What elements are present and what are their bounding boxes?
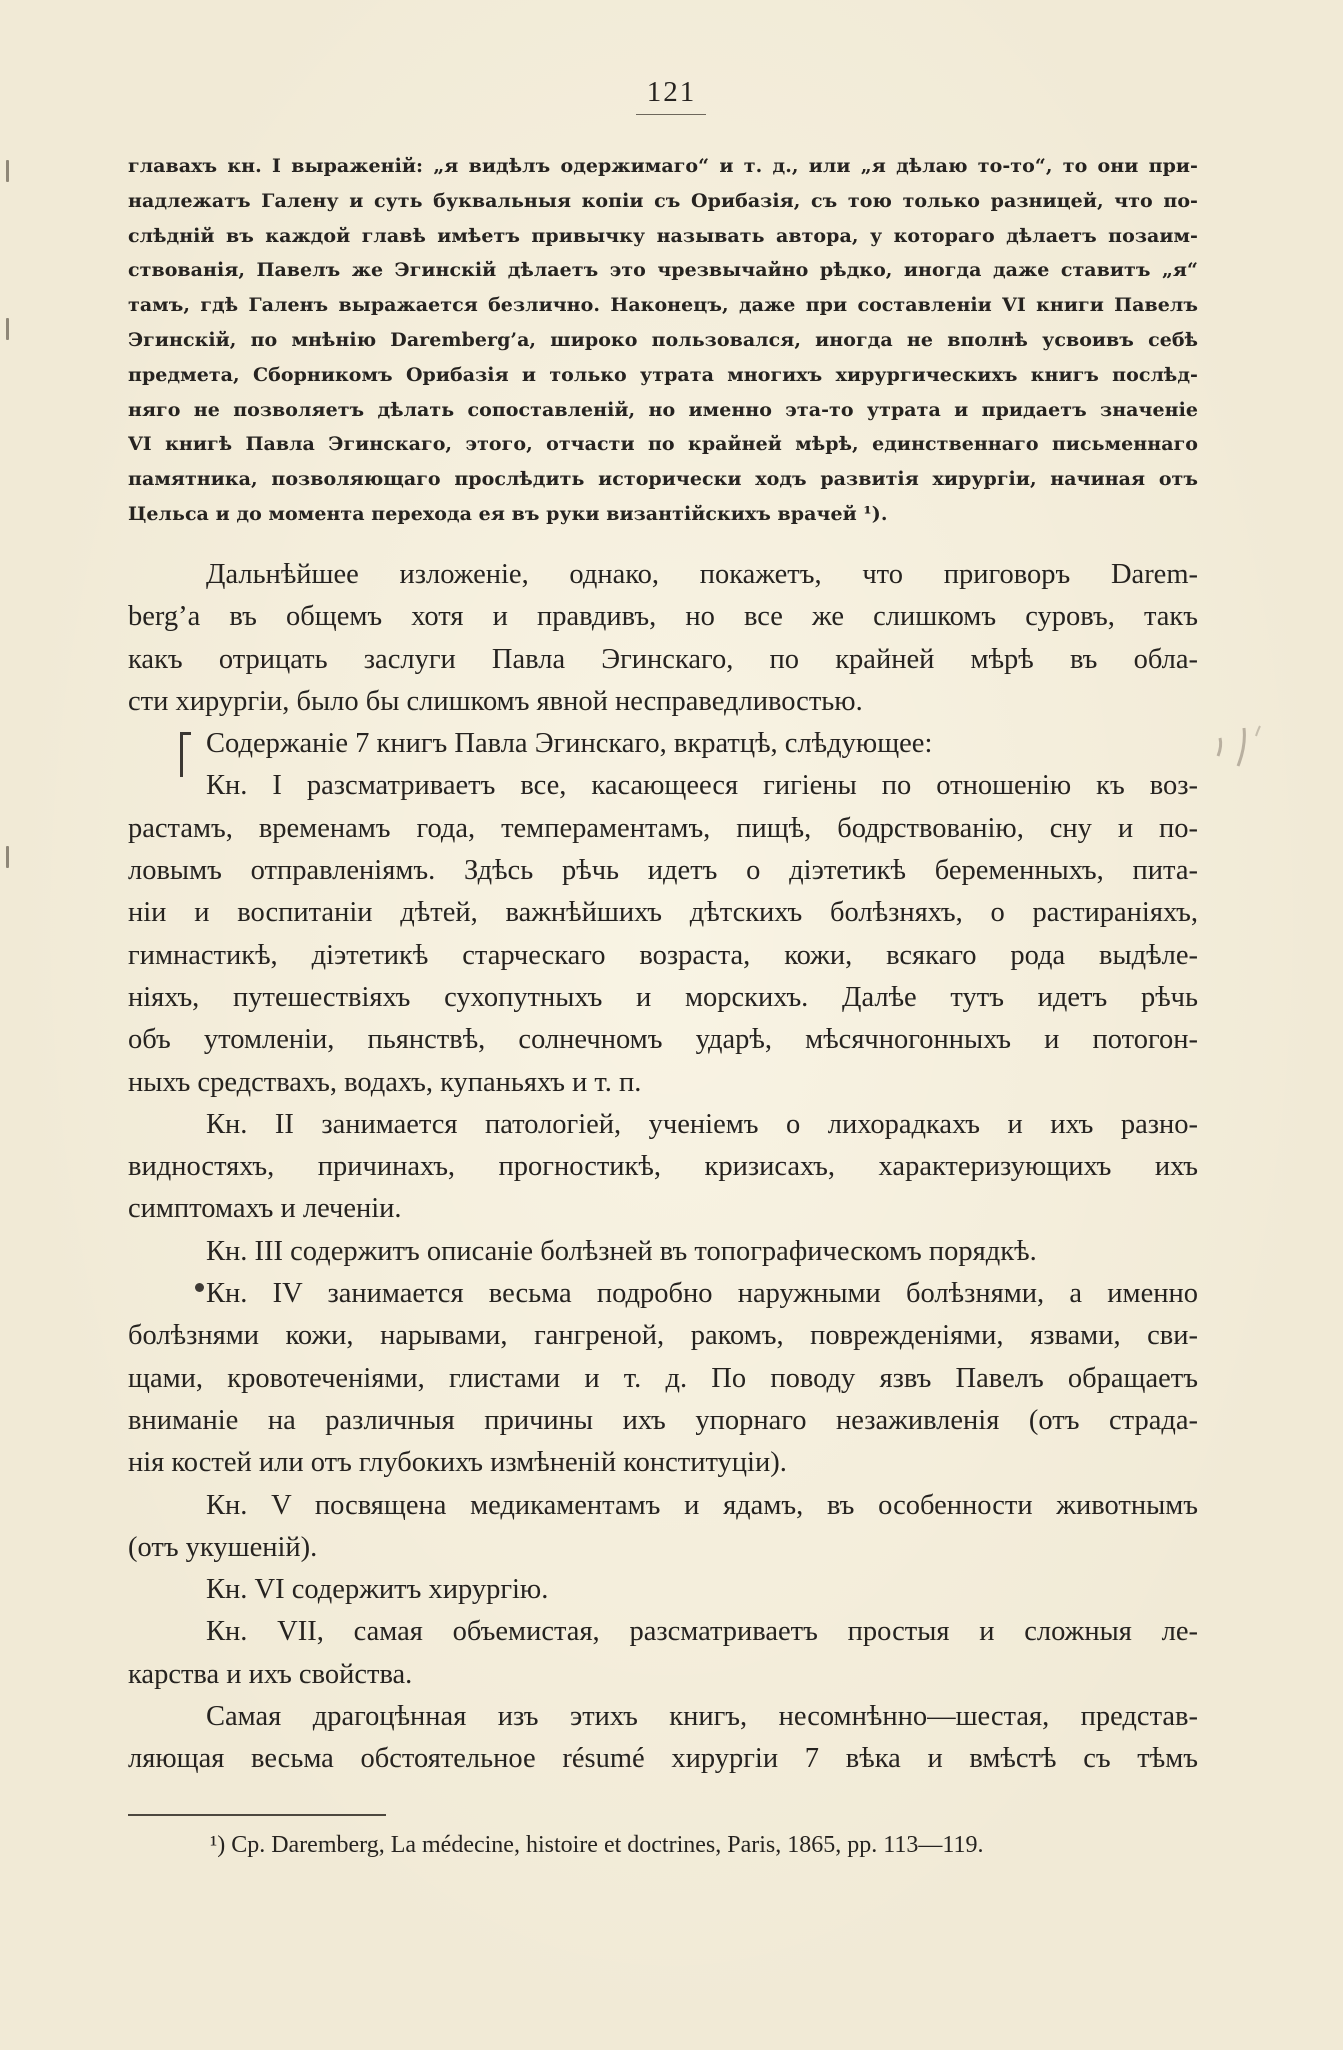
- text-line: болѣзнями кожи, нарывами, гангреной, ракомъ, поврежденіями, язвами, сви-: [128, 1320, 1198, 1352]
- text-line: Кн. VII, самая объемистая, разсматриваетъ простыя и сложныя ле-: [206, 1616, 1198, 1648]
- text-line: Цельса и до момента перехода ея въ руки византійскихъ врачей ¹).: [128, 502, 888, 525]
- text-line: главахъ кн. I выраженій: „я видѣлъ одержимаго“ и т. д., или „я дѣлаю то-то“, то они при-: [128, 155, 1198, 177]
- scan-edge-mark: [6, 846, 9, 868]
- text-line: Кн. III содержитъ описаніе болѣзней въ топографическомъ порядкѣ.: [206, 1235, 1037, 1267]
- text-line: (отъ укушеній).: [128, 1531, 318, 1563]
- text-line: няго не позволяетъ дѣлать сопоставленій, но именно эта-то утрата и придаетъ значеніе: [128, 398, 1198, 421]
- text-line: объ утомленіи, пьянствѣ, солнечномъ ударѣ, мѣсячногонныхъ и потогон-: [128, 1024, 1198, 1056]
- text-line: гимнастикѣ, діэтетикѣ старческаго возраста, кожи, всякаго рода выдѣле-: [128, 939, 1198, 971]
- text-line: предмета, Сборникомъ Орибазія и только утрата многихъ хирургическихъ книгъ послѣд-: [128, 363, 1198, 386]
- text-line: надлежатъ Галену и суть буквальныя копіи съ Орибазія, съ тою только разницей, что по-: [128, 189, 1198, 212]
- footnote: ¹) Ср. Daremberg, La médecine, histoire et doctrines, Paris, 1865, pp. 113—119.: [210, 1832, 984, 1858]
- scan-edge-mark: [6, 318, 9, 340]
- text-line: какъ отрицать заслуги Павла Эгинскаго, по крайней мѣрѣ въ обла-: [128, 643, 1198, 675]
- text-line: ловымъ отправленіямъ. Здѣсь рѣчь идетъ о діэтетикѣ беременныхъ, пита-: [128, 855, 1198, 887]
- paragraph-continuation: [128, 149, 1198, 532]
- text-line: ствованія, Павелъ же Эгинскій дѣлаетъ это чрезвычайно рѣдко, иногда даже ставитъ „я“: [128, 259, 1198, 282]
- text-line: berg’а въ общемъ хотя и правдивъ, но все же слишкомъ суровъ, такъ: [128, 601, 1198, 633]
- text-line: слѣдній въ каждой главѣ имѣетъ привычку называть автора, у котораго дѣлаетъ позаим-: [128, 224, 1198, 247]
- page-number-underline: [636, 114, 706, 115]
- text-line: Содержаніе 7 книгъ Павла Эгинскаго, вкратцѣ, слѣдующее:: [206, 728, 933, 760]
- text-line: видностяхъ, причинахъ, прогностикѣ, кризисахъ, характеризующихъ ихъ: [128, 1151, 1198, 1183]
- text-line: сти хирургіи, было бы слишкомъ явной несправедливостью.: [128, 685, 863, 717]
- text-line: растамъ, временамъ года, темпераментамъ, пищѣ, бодрствованію, сну и по-: [128, 812, 1198, 844]
- text-line: памятника, позволяющаго прослѣдить исторически ходъ развитія хирургіи, начиная отъ: [128, 468, 1198, 491]
- text-line: тамъ, гдѣ Галенъ выражается безлично. Наконецъ, даже при составленіи VI книги Павелъ: [128, 294, 1198, 317]
- body-text: [128, 554, 1198, 1781]
- page-number: 121: [646, 76, 697, 108]
- text-line: Кн. I разсматриваетъ все, касающееся гигіены по отношенію къ воз-: [206, 770, 1198, 802]
- text-line: Кн. VI содержитъ хирургію.: [206, 1574, 549, 1606]
- text-line: ныхъ средствахъ, водахъ, купаньяхъ и т. п.: [128, 1066, 642, 1098]
- text-line: нія костей или отъ глубокихъ измѣненій конституціи).: [128, 1447, 787, 1479]
- text-line: ніи и воспитаніи дѣтей, важнѣйшихъ дѣтскихъ болѣзняхъ, о растираніяхъ,: [128, 897, 1198, 929]
- scan-edge-mark: [6, 160, 9, 182]
- text-line: Кн. II занимается патологіей, ученіемъ о лихорадкахъ и ихъ разно-: [206, 1108, 1198, 1140]
- text-line: карства и ихъ свойства.: [128, 1658, 413, 1690]
- text-line: VI книгѣ Павла Эгинскаго, этого, отчасти по крайней мѣрѣ, единственнаго письменнаго: [128, 433, 1198, 456]
- text-line: Эгинскій, по мнѣнію Daremberg’а, широко пользовался, иногда не вполнѣ усвоивъ себѣ: [128, 328, 1198, 351]
- text-line: вниманіе на различныя причины ихъ упорнаго незаживленія (отъ страда-: [128, 1404, 1198, 1436]
- text-line: симптомахъ и леченіи.: [128, 1193, 402, 1225]
- text-line: ніяхъ, путешествіяхъ сухопутныхъ и морскихъ. Далѣе тутъ идетъ рѣчь: [128, 981, 1198, 1013]
- text-line: Дальнѣйшее изложеніе, однако, покажетъ, что приговоръ Darem-: [206, 559, 1198, 590]
- pencil-margin-mark: [1208, 716, 1268, 776]
- text-line: Кн. IV занимается весьма подробно наружными болѣзнями, а именно: [206, 1278, 1198, 1310]
- footnote-rule: [128, 1814, 386, 1816]
- text-line: Самая драгоцѣнная изъ этихъ книгъ, несомнѣнно—шестая, представ-: [206, 1701, 1198, 1733]
- text-line: щами, кровотеченіями, глистами и т. д. По поводу язвъ Павелъ обращаетъ: [128, 1362, 1198, 1394]
- text-line: ляющая весьма обстоятельное résumé хирургіи 7 вѣка и вмѣстѣ съ тѣмъ: [128, 1743, 1198, 1775]
- text-line: Кн. V посвящена медикаментамъ и ядамъ, въ особенности животнымъ: [206, 1489, 1198, 1521]
